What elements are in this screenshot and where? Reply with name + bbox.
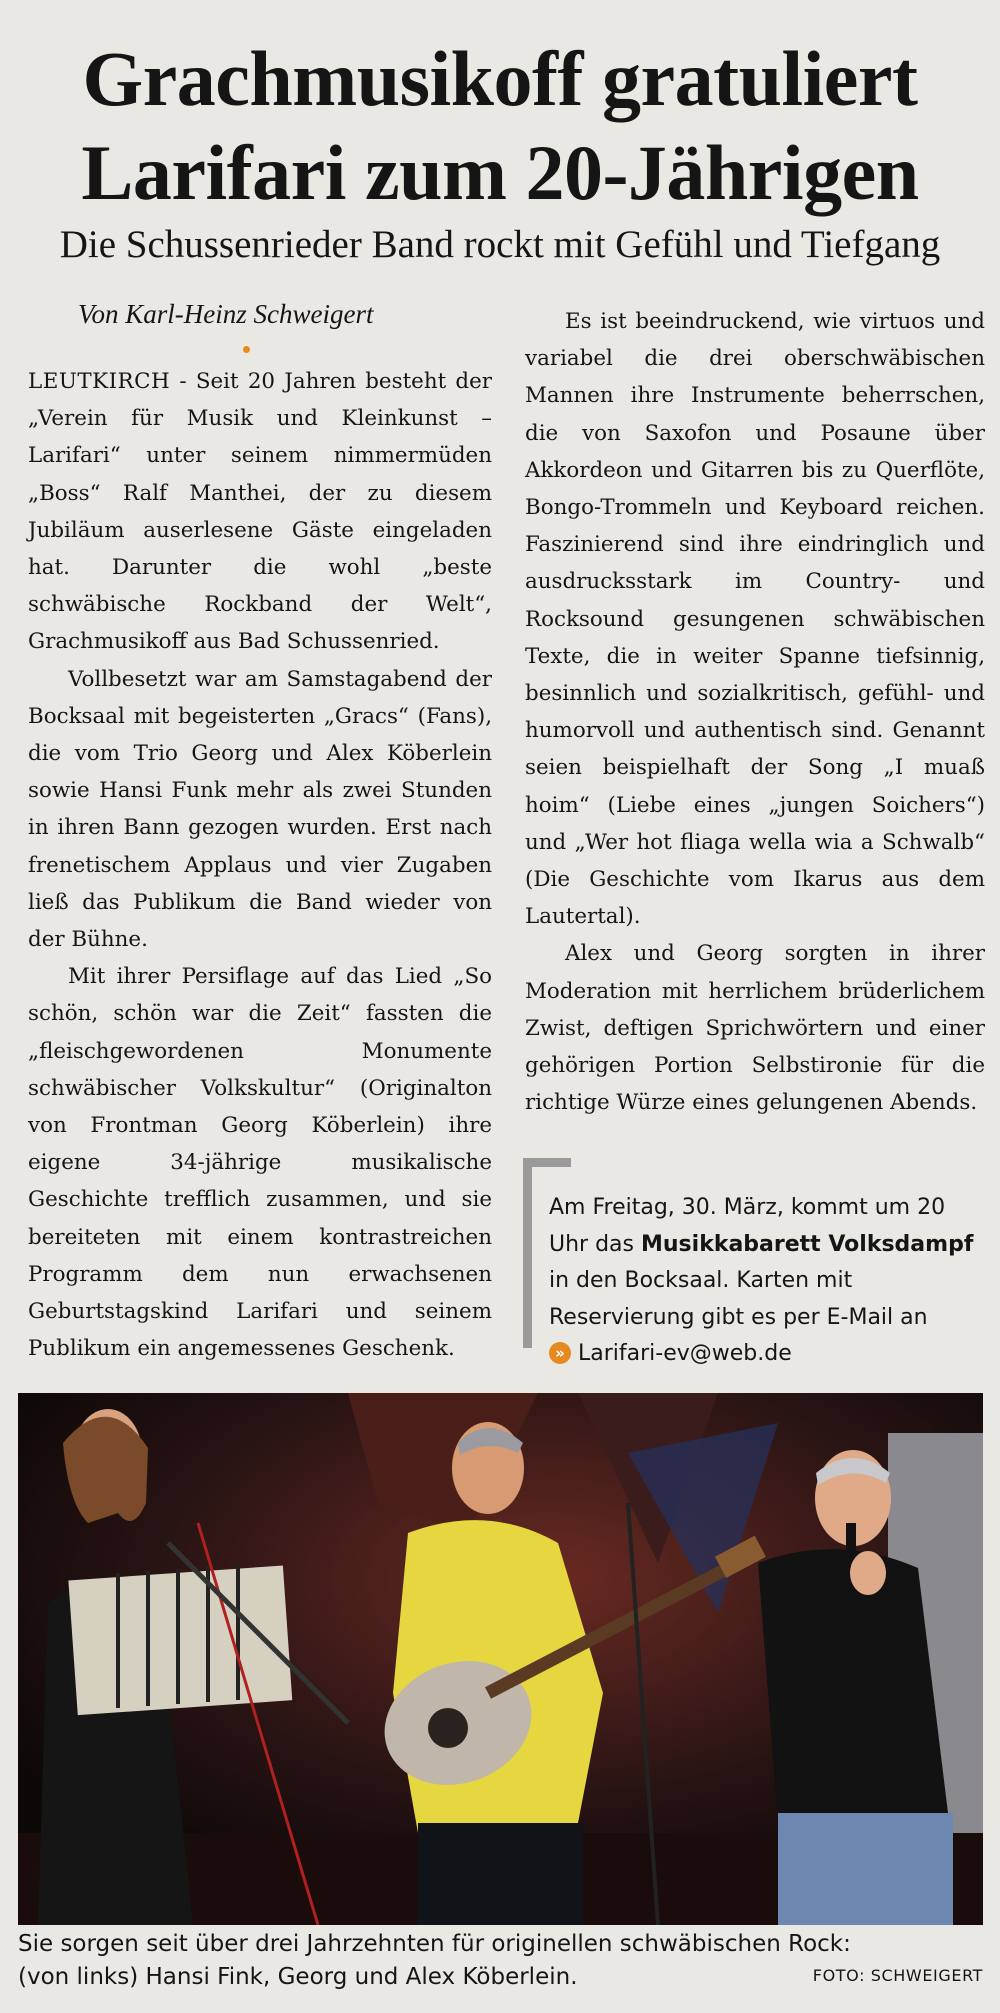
arrow-right-icon: » xyxy=(549,1342,571,1364)
infobox-event-name: Musikkabarett Volksdampf xyxy=(641,1231,974,1257)
caption-line-1: Sie sorgen seit über drei Jahrzehnten für originellen schwäbischen Rock: xyxy=(18,1931,851,1957)
dateline: LEUTKIRCH xyxy=(28,369,171,394)
headline-line-1: Grachmusikoff gratuliert xyxy=(82,35,918,122)
infobox-text xyxy=(549,1190,989,1373)
subheadline: Die Schussenrieder Band rockt mit Gefühl und Tiefgang xyxy=(59,223,941,266)
caption-line-2: (von links) Hansi Fink, Georg und Alex Köberlein. xyxy=(18,1964,578,1990)
headline-line-2: Larifari zum 20-Jährigen xyxy=(81,129,919,216)
paragraph-4: Es ist beeindruckend, wie virtuos und variabel die drei oberschwäbischen Mannen ihre Instrumente beherrschen, die von Saxofon und Posaune über Akkordeon und Gitarren bis zu Querflöte, Bongo-Trommeln und Keyboard reichen. Faszinierend sind ihre eindringlich und ausdrucksstark im Country- und Rocksound gesungenen schwäbischen Texte, die in weiter Spanne tiefsinnig, besinnlich und sozialkritisch, gefühl- und humorvoll und authentisch sind. Genannt seien beispielhaft der Song „I muaß hoim“ (Liebe eines „jungen Soichers“) und „Wer hot fliaga wella wia a Schwalb“ (Die Geschichte vom Ikarus aus dem Lautertal). xyxy=(525,309,985,930)
paragraph-3: Mit ihrer Persiflage auf das Lied „So schön, schön war die Zeit“ fassten die „fleischgewordenen Monumente schwäbischer Volkskultur“ (Originalton von Frontman Georg Köberlein) ihre eigene 34-jährige musikalische Geschichte trefflich zusammen, und sie bereiteten mit einem kontrastreichen Programm dem nun erwachsenen Geburtstagskind Larifari und seinem Publikum ein angemessenes Geschenk. xyxy=(28,964,492,1362)
concert-photo-illustration xyxy=(18,1393,983,1925)
article-column-left xyxy=(28,363,492,1367)
event-infobox xyxy=(523,1158,991,1366)
article-column-right xyxy=(525,303,985,1121)
paragraph-1-text: - Seit 20 Jahren besteht der „Verein für Musik und Kleinkunst – Larifari“ unter seinem nimmermüden „Boss“ Ralf Manthei, der zu diesem Jubiläum auserlesene Gäste eingeladen hat. Darunter die wohl „beste schwäbische Rockband der Welt“, Grachmusikoff aus Bad Schussenried. xyxy=(28,369,492,655)
byline: Von Karl-Heinz Schweigert xyxy=(78,299,374,329)
paragraph-2: Vollbesetzt war am Samstagabend der Bocksaal mit begeisterten „Gracs“ (Fans), die vom Trio Georg und Alex Köberlein sowie Hansi Funk mehr als zwei Stunden in ihren Bann gezogen wurden. Erst nach frenetischem Applaus und vier Zugaben ließ das Publikum die Band wieder von der Bühne. xyxy=(28,666,492,953)
photo-caption xyxy=(18,1928,983,1994)
infobox-rule-vertical xyxy=(523,1158,532,1348)
infobox-email-link[interactable]: Larifari-ev@web.de xyxy=(578,1341,792,1366)
photo-credit: FOTO: SCHWEIGERT xyxy=(812,1966,983,1985)
infobox-text-start: Am Freitag, 30. März, kommt um 20 Uhr das xyxy=(549,1195,946,1257)
paragraph-1 xyxy=(28,363,492,661)
infobox-rule-horizontal xyxy=(523,1158,571,1167)
concert-photo xyxy=(18,1393,983,1925)
byline-dot-ornament xyxy=(243,346,250,353)
headline xyxy=(0,32,1000,220)
paragraph-5: Alex und Georg sorgten in ihrer Moderation mit herrlichem brüderlichem Zwist, deftigen Sprichwörtern und einer gehörigen Portion Selbstironie für die richtige Würze eines gelungenen Abends. xyxy=(525,941,985,1116)
infobox-text-end: in den Bocksaal. Karten mit Reservierung gibt es per E-Mail an xyxy=(549,1268,928,1330)
